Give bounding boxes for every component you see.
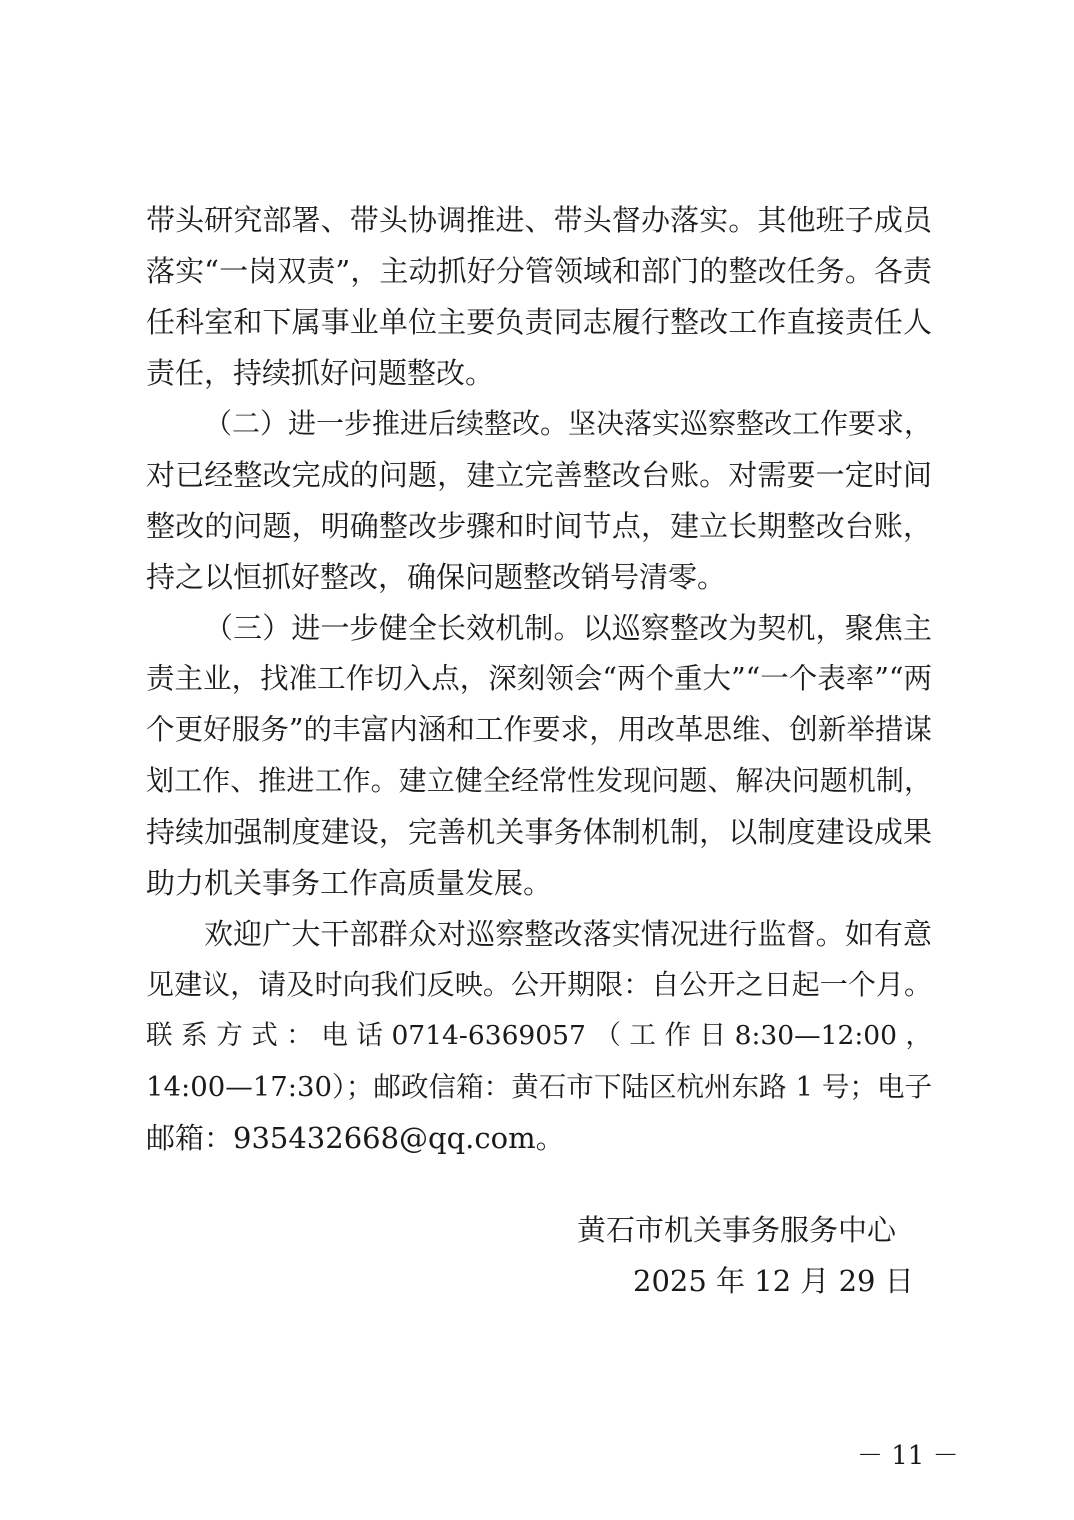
paragraph-1-line-2: 落实“一岗双责”，主动抓好分管领域和部门的整改任务。各责 (146, 254, 932, 288)
paragraph-3-line-6: 助力机关事务工作高质量发展。 (146, 866, 553, 900)
paragraph-3-line-3: 个更好服务”的丰富内涵和工作要求，用改革思维、创新举措谋 (146, 713, 932, 746)
paragraph-4-line-5: 邮箱：935432668@qq.com。 (146, 1121, 565, 1155)
paragraph-4-line-4: 14:00—17:30）；邮政信箱：黄石市下陆区杭州东路 1 号；电子 (146, 1071, 932, 1103)
paragraph-4-line-1: 欢迎广大干部群众对巡察整改落实情况进行监督。如有意 (204, 917, 932, 951)
paragraph-4-line-3: 联 系 方 式 ： 电 话 0714-6369057 （ 工 作 日 8:30—12:00 ， (146, 1020, 932, 1051)
signature-date: 2025 年 12 月 29 日 (633, 1264, 914, 1298)
paragraph-4-line-2: 见建议，请及时向我们反映。公开期限：自公开之日起一个月。 (146, 968, 932, 1001)
paragraph-3-line-2: 责主业，找准工作切入点，深刻领会“两个重大”“一个表率”“两 (146, 662, 932, 695)
paragraph-3-line-1: （三）进一步健全长效机制。以巡察整改为契机，聚焦主 (204, 611, 932, 645)
paragraph-1-line-3: 任科室和下属事业单位主要负责同志履行整改工作直接责任人 (146, 305, 932, 339)
paragraph-1-line-1: 带头研究部署、带头协调推进、带头督办落实。其他班子成员 (146, 203, 932, 237)
paragraph-3-line-4: 划工作、推进工作。建立健全经常性发现问题、解决问题机制， (146, 764, 932, 797)
paragraph-2-line-3: 整改的问题，明确整改步骤和时间节点，建立长期整改台账， (146, 509, 932, 543)
paragraph-2-line-2: 对已经整改完成的问题，建立完善整改台账。对需要一定时间 (146, 458, 932, 492)
paragraph-2-line-1: （二）进一步推进后续整改。坚决落实巡察整改工作要求， (204, 407, 933, 440)
paragraph-1-line-4: 责任，持续抓好问题整改。 (146, 356, 495, 390)
paragraph-2-line-4: 持之以恒抓好整改，确保问题整改销号清零。 (146, 560, 727, 594)
signature-organization: 黄石市机关事务服务中心 (577, 1213, 897, 1247)
paragraph-3-line-5: 持续加强制度建设，完善机关事务体制机制，以制度建设成果 (146, 815, 932, 849)
page-number: － 11 － (857, 1441, 959, 1471)
